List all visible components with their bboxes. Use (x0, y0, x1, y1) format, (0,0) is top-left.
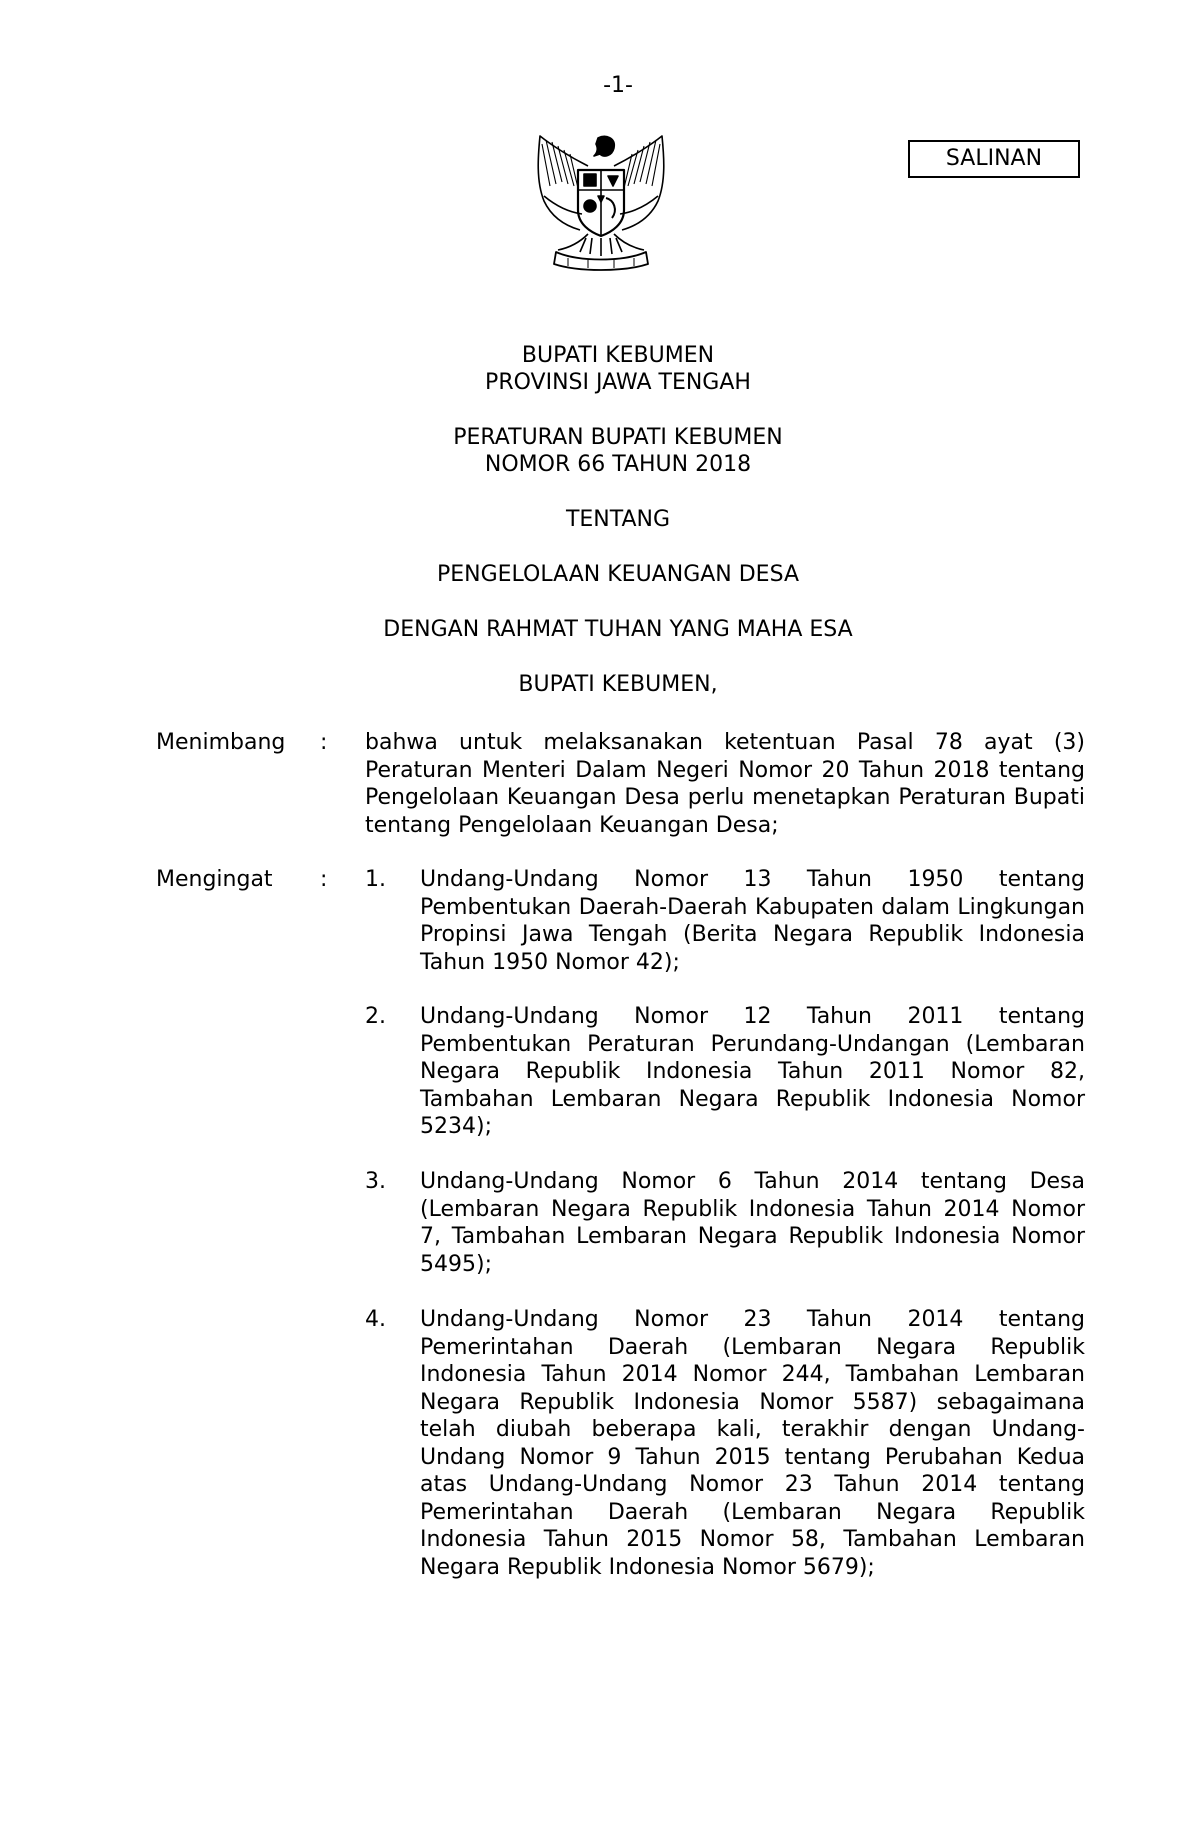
regulation-title: PERATURAN BUPATI KEBUMEN (453, 425, 783, 450)
list-item-number: 2. (365, 1004, 386, 1029)
menimbang-text: bahwa untuk melaksanakan ketentuan Pasal 78 ayat (3) Peraturan Menteri Dalam Negeri Nomor 20 Tahun 2018 tentang Pengelolaan Keuangan Desa perlu menetapkan Peraturan Bupati tentang Pengelolaan Keuangan Desa; (365, 730, 1085, 838)
list-item-text: Undang-Undang Nomor 12 Tahun 2011 tentang Pembentukan Peraturan Perundang-Undangan (Lembaran Negara Republik Indonesia Tahun 2011 Nomor 82, Tambahan Lembaran Negara Republik Indonesia Nomor 5234); (420, 1004, 1085, 1139)
regulation-number: NOMOR 66 TAHUN 2018 (484, 452, 752, 477)
header-province-line: PROVINSI JAWA TENGAH (485, 370, 751, 395)
mengingat-colon: : (320, 867, 328, 892)
salinan-stamp: SALINAN (908, 140, 1080, 178)
tentang-heading: TENTANG (565, 507, 671, 532)
list-item-number: 1. (365, 867, 386, 892)
menimbang-label: Menimbang (156, 730, 286, 755)
list-item-number: 3. (365, 1169, 386, 1194)
invocation-line: DENGAN RAHMAT TUHAN YANG MAHA ESA (383, 617, 853, 642)
page-number: -1- (603, 73, 633, 98)
list-item-text: Undang-Undang Nomor 13 Tahun 1950 tentang Pembentukan Daerah-Daerah Kabupaten dalam Lingkungan Propinsi Jawa Tengah (Berita Negara Republik Indonesia Tahun 1950 Nomor 42); (420, 867, 1085, 975)
mengingat-label: Mengingat (156, 867, 273, 892)
list-item-text: Undang-Undang Nomor 23 Tahun 2014 tentang Pemerintahan Daerah (Lembaran Negara Republik Indonesia Tahun 2014 Nomor 244, Tambahan Lembaran Negara Republik Indonesia Nomor 5587) sebagaimana telah diubah beberapa kali, terakhir dengan Undang-Undang Nomor 9 Tahun 2015 tentang Perubahan Kedua atas Undang-Undang Nomor 23 Tahun 2014 tentang Pemerintahan Daerah (Lembaran Negara Republik Indonesia Tahun 2015 Nomor 58, Tambahan Lembaran Negara Republik Indonesia Nomor 5679); (420, 1307, 1085, 1580)
garuda-pancasila-emblem-icon (528, 126, 674, 276)
list-item-number: 4. (365, 1307, 386, 1332)
issuer-line: BUPATI KEBUMEN, (518, 672, 718, 697)
menimbang-colon: : (320, 730, 328, 755)
list-item-text: Undang-Undang Nomor 6 Tahun 2014 tentang Desa (Lembaran Negara Republik Indonesia Tahun 2014 Nomor 7, Tambahan Lembaran Negara Republik Indonesia Nomor 5495); (420, 1169, 1085, 1277)
regulation-subject: PENGELOLAAN KEUANGAN DESA (436, 562, 800, 587)
header-issuer-line: BUPATI KEBUMEN (521, 343, 715, 368)
